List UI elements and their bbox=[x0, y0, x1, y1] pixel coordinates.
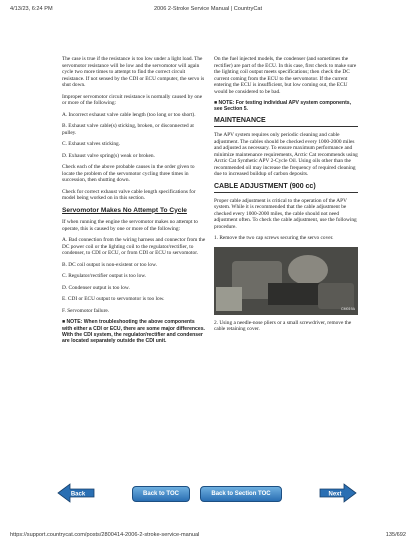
paragraph: Check each of the above probable causes in the order given to locate the problem of the servomotor cycling three times in succession, then shutting down. bbox=[62, 164, 195, 183]
section-heading-maintenance: MAINTENANCE bbox=[214, 117, 358, 127]
paragraph: Proper cable adjustment is critical to the operation of the APV system. While it is recommended that the cable adjustment be checked every 1000-2000 miles, the cable should not need adjustment often. To check the cable adjustment, use the following procedure. bbox=[214, 197, 357, 230]
back-label: Back bbox=[70, 491, 86, 498]
list-item: A. Incorrect exhaust valve cable length (too long or too short). bbox=[62, 111, 196, 118]
servo-photo bbox=[214, 247, 358, 315]
list-item: C. Exhaust valves sticking. bbox=[62, 141, 121, 147]
back-to-section-toc-button[interactable]: Back to Section TOC bbox=[200, 486, 282, 502]
page-url: https://support.countrycat.com/posts/2800414-2006-2-stroke-service-manual bbox=[10, 532, 200, 538]
photo-caption: CM019A bbox=[341, 307, 355, 312]
page-title: 2006 2-Stroke Service Manual | CountryCat bbox=[153, 6, 263, 12]
print-datetime: 4/13/23, 6:24 PM bbox=[10, 6, 53, 12]
back-button[interactable] bbox=[56, 482, 96, 504]
paragraph: If when running the engine the servomotor makes no attempt to operate, this is caused by one or more of the following: bbox=[62, 219, 198, 232]
left-column bbox=[62, 56, 206, 349]
paragraph: The APV system requires only periodic cleaning and cable adjustment. The cables should be checked every 1000-2000 miles and adjusted as necessary. To ensure maximum performance and minimize maintenance requirements, Arctic Cat recommends using Arctic Cat Synthetic APV 2-Cycle Oil. Using oils other than the recommended oil may increase the frequency of required cleaning due to increased buildup of carbon deposits. bbox=[214, 132, 358, 178]
list-item: B. Exhaust valve cable(s) sticking, broken, or disconnected at pulley. bbox=[62, 123, 194, 136]
paragraph: The case is true if the resistance is too low under a light load. The servomotor resistance will be low and the servomotor will again cycle two more times to attempt to find the correct circuit resistance. If not sensed by the CDI or ECU computer, the servo is shut down. bbox=[62, 56, 205, 88]
step: 1. Remove the two cap screws securing the servo cover. bbox=[214, 235, 334, 242]
step: 2. Using a needle-nose pliers or a small screwdriver, remove the cable retaining cover. bbox=[214, 319, 352, 333]
list-item: D. Condenser output is too low. bbox=[62, 284, 130, 291]
list-item: C. Regulator/rectifier output is too low. bbox=[62, 273, 147, 280]
list-item: B. DC coil output is non-existent or too low. bbox=[62, 261, 157, 268]
paragraph: Improper servomotor circuit resistance is normally caused by one or more of the following: bbox=[62, 93, 203, 106]
list-item: E. CDI or ECU output to servomotor is too low. bbox=[62, 296, 165, 303]
next-button[interactable] bbox=[318, 482, 358, 504]
paragraph: Check for correct exhaust valve cable length specifications for model being worked on in this section. bbox=[62, 188, 196, 201]
note: ■ NOTE: When troubleshooting the above components with either a CDI or ECU, there are some major differences. With the CDI system, the regulator/rectifier and condenser are located separately outside the CDI unit. bbox=[62, 319, 205, 344]
next-arrow-icon bbox=[318, 482, 358, 504]
next-label: Next bbox=[328, 491, 342, 498]
list-item: D. Exhaust valve spring(s) weak or broken. bbox=[62, 152, 155, 159]
back-to-toc-button[interactable]: Back to TOC bbox=[132, 486, 190, 502]
navigation-bar bbox=[0, 482, 416, 504]
page-number: 135/692 bbox=[385, 532, 406, 538]
paragraph: On the fuel injected models, the condenser (and sometimes the rectifier) are part of the ECU. In this case, first check to make sure the lighting coil output meets specifications; then check the DC current coming from the ECU to the servomotor. If the current entering the ECU is insufficient, but low coming out, the ECU would be considered to be bad. bbox=[214, 56, 357, 95]
back-arrow-icon bbox=[56, 482, 96, 504]
note: ■ NOTE: For testing individual APV system components, see Section 5. bbox=[214, 100, 352, 113]
right-column bbox=[214, 56, 358, 338]
list-item: A. Bad connection from the wiring harness and connector from the DC power coil or the lighting coil to the regulator/rectifier, to condenser, to CDI or ECU, or from CDI or ECU to servomotor. bbox=[62, 237, 206, 257]
list-item: F. Servomotor failure. bbox=[62, 307, 110, 314]
section-heading-cable-adjustment: CABLE ADJUSTMENT (900 cc) bbox=[214, 183, 358, 193]
section-heading: Servomotor Makes No Attempt To Cycle bbox=[62, 206, 187, 214]
